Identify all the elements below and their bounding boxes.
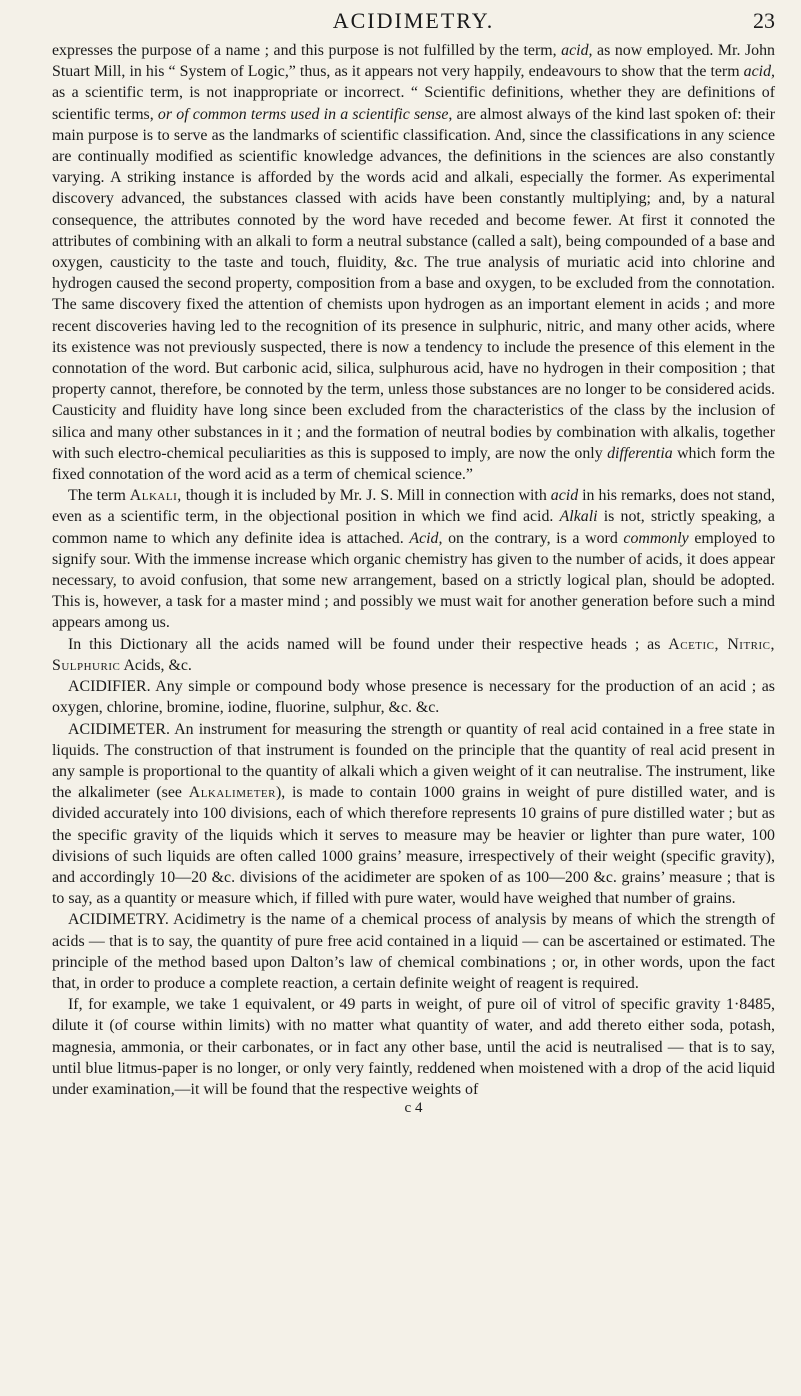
italic-text: Alkali — [559, 508, 598, 526]
text-run: employed to signify sour. With the immense increase which organic chemistry has given to the number of acids, it does appear necessary, to avoid confusion, that some new arrangement, based on a strictly logical plan, should be adopted. This is, however, a task for a master mind ; and possibly we must wait for another generation before such a mind appears among us. — [52, 529, 776, 632]
text-run: in his remarks, does not stand, even as a scientific term, in the objectional position in which we find acid. — [52, 487, 775, 526]
paragraph — [52, 40, 775, 485]
text-run: ACIDIMETRY. Acidimetry is the name of a chemical process of analysis by means of which the strength of acids — that is to say, the quantity of pure free acid contained in a liquid — can be ascertained or estimated. The principle of the method based upon Dalton’s law of chemical combinations ; or, in other words, upon the fact that, in order to produce a complete reaction, a certain definite weight of reagent is required. — [52, 911, 775, 992]
running-header — [52, 0, 775, 40]
italic-text: acid, — [561, 42, 593, 59]
text-run: is not, strictly speaking, a common name to which any definite idea is attached. — [52, 508, 775, 547]
text-run: expresses the purpose of a name ; and this purpose is not fulfilled by the term, — [52, 42, 562, 59]
paragraph — [52, 719, 775, 910]
signature-mark: c 4 — [404, 1100, 423, 1117]
text-run: The term — [68, 487, 130, 505]
italic-text: or of common terms used in a scientific sense, — [157, 105, 453, 123]
text-run: Acids, &c. — [120, 656, 192, 674]
text-run: ), is made to contain 1000 grains in weight of pure distilled water, and is divided accurately into 100 divisions, each of which therefore represents 10 grains of pure distilled water ; but as the specific gravity of the liquids which it serves to measure may be heavier or lighter than pure water, 100 divisions of such liquids are often called 1000 grains’ measure, irrespectively of their weight (specific gravity), and accordingly 10—20 &c. divisions of the acidimeter are spoken of as 100—200 &c. grains’ measure ; that is to say, as a quantity or measure which, if filled with pure water, would have weighed that number of grains. — [52, 784, 775, 908]
text-run: ACIDIFIER. Any simple or compound body whose presence is necessary for the production of an acid ; as oxygen, chlorine, bromine, iodine, fluorine, sulphur, &c. &c. — [52, 678, 775, 717]
text-run: are almost always of the kind last spoken of: their main purpose is to serve as the landmarks of scientific classification. And, since the classifications in any science are continually modified as scientific knowledge advances, the definitions in the sciences are also constantly varying. A striking instance is afforded by the words acid and alkali, especially the former. As experimental discovery advanced, the substances classed with acids have been constantly multiplying; and, by a natural consequence, the attributes connoted by the word have receded and become fewer. At first it connoted the attributes of combining with an alkali to form a neutral substance (called a salt), being compounded of a base and oxygen, causticity to the taste and touch, fluidity, &c. The true analysis of muriatic acid into chlorine and hydrogen caused the second property, composition from a base and oxygen, to be excluded from the connotation. The same discovery fixed the attention of chemists upon hydrogen as an important element in acids ; and more recent discoveries having led to the recognition of its presence in sulphuric, nitric, and many other acids, where its existence was not previously suspected, there is now a tendency to include the presence of this element in the connotation of the word. But carbonic acid, silica, sulphurous acid, have no hydrogen in their composition ; that property cannot, therefore, be connoted by the term, unless those substances are no longer to be considered acids. Causticity and fluidity have long since been excluded from the characteristics of the class by the inclusion of silica and many other substances in it ; and the formation of neutral bodies by combination with alkalis, together with such electro-chemical peculiarities as this is supposed to imply, are now the only — [52, 105, 775, 462]
italic-text: commonly — [623, 529, 689, 547]
text-run: as a scientific term, is not inappropriate or incorrect. “ Scientific definitions, whether they are definitions of scientific terms, — [52, 84, 775, 123]
italic-text: acid — [550, 487, 579, 505]
text-run: on the contrary, is a word — [442, 529, 624, 547]
text-run: In this Dictionary all the acids named will be found under their respective heads ; as — [68, 635, 669, 653]
paragraph — [52, 994, 775, 1100]
body-text — [52, 40, 775, 1100]
text-run: which form the fixed connotation of the word acid as a term of chemical science.” — [52, 444, 775, 484]
italic-text: acid, — [743, 63, 775, 81]
italic-text: Acid, — [409, 529, 443, 547]
small-caps-text: Alkalimeter — [188, 784, 276, 802]
text-run: though it is included by Mr. J. S. Mill in connection with — [181, 487, 551, 505]
running-title: ACIDIMETRY. — [332, 8, 495, 33]
paragraph — [52, 909, 775, 994]
text-run: ACIDIMETER. An instrument for measuring the strength or quantity of real acid contained in a free state in liquids. The construction of that instrument is founded on the principle that the quantity of real acid present in any sample is proportional to the quantity of alkali which a given weight of it can neutralise. The instrument, like the alkalimeter (see — [52, 720, 775, 802]
small-caps-text: Alkali, — [129, 487, 182, 505]
italic-text: differentia — [607, 444, 673, 462]
text-run: as now employed. Mr. John Stuart Mill, in his “ System of Logic,” thus, as it appears not very happily, endeavours to show that the term — [52, 42, 775, 81]
text-run: If, for example, we take 1 equivalent, or 49 parts in weight, of pure oil of vitrol of specific gravity 1·8485, dilute it (of course within limits) with no matter what quantity of water, and add thereto either soda, potash, magnesia, ammonia, or their carbonates, or in fact any other base, until the acid is neutralised — that is to say, until blue litmus-paper is no longer, or only very faintly, reddened when moistened with a drop of the acid liquid under examination,—it will be found that the respective weights of — [52, 996, 775, 1098]
page-number: 23 — [753, 8, 775, 33]
paragraph — [52, 485, 775, 633]
paragraph — [52, 676, 775, 718]
paragraph — [52, 634, 775, 676]
small-caps-text: Acetic, Nitric, Sulphuric — [52, 635, 775, 674]
